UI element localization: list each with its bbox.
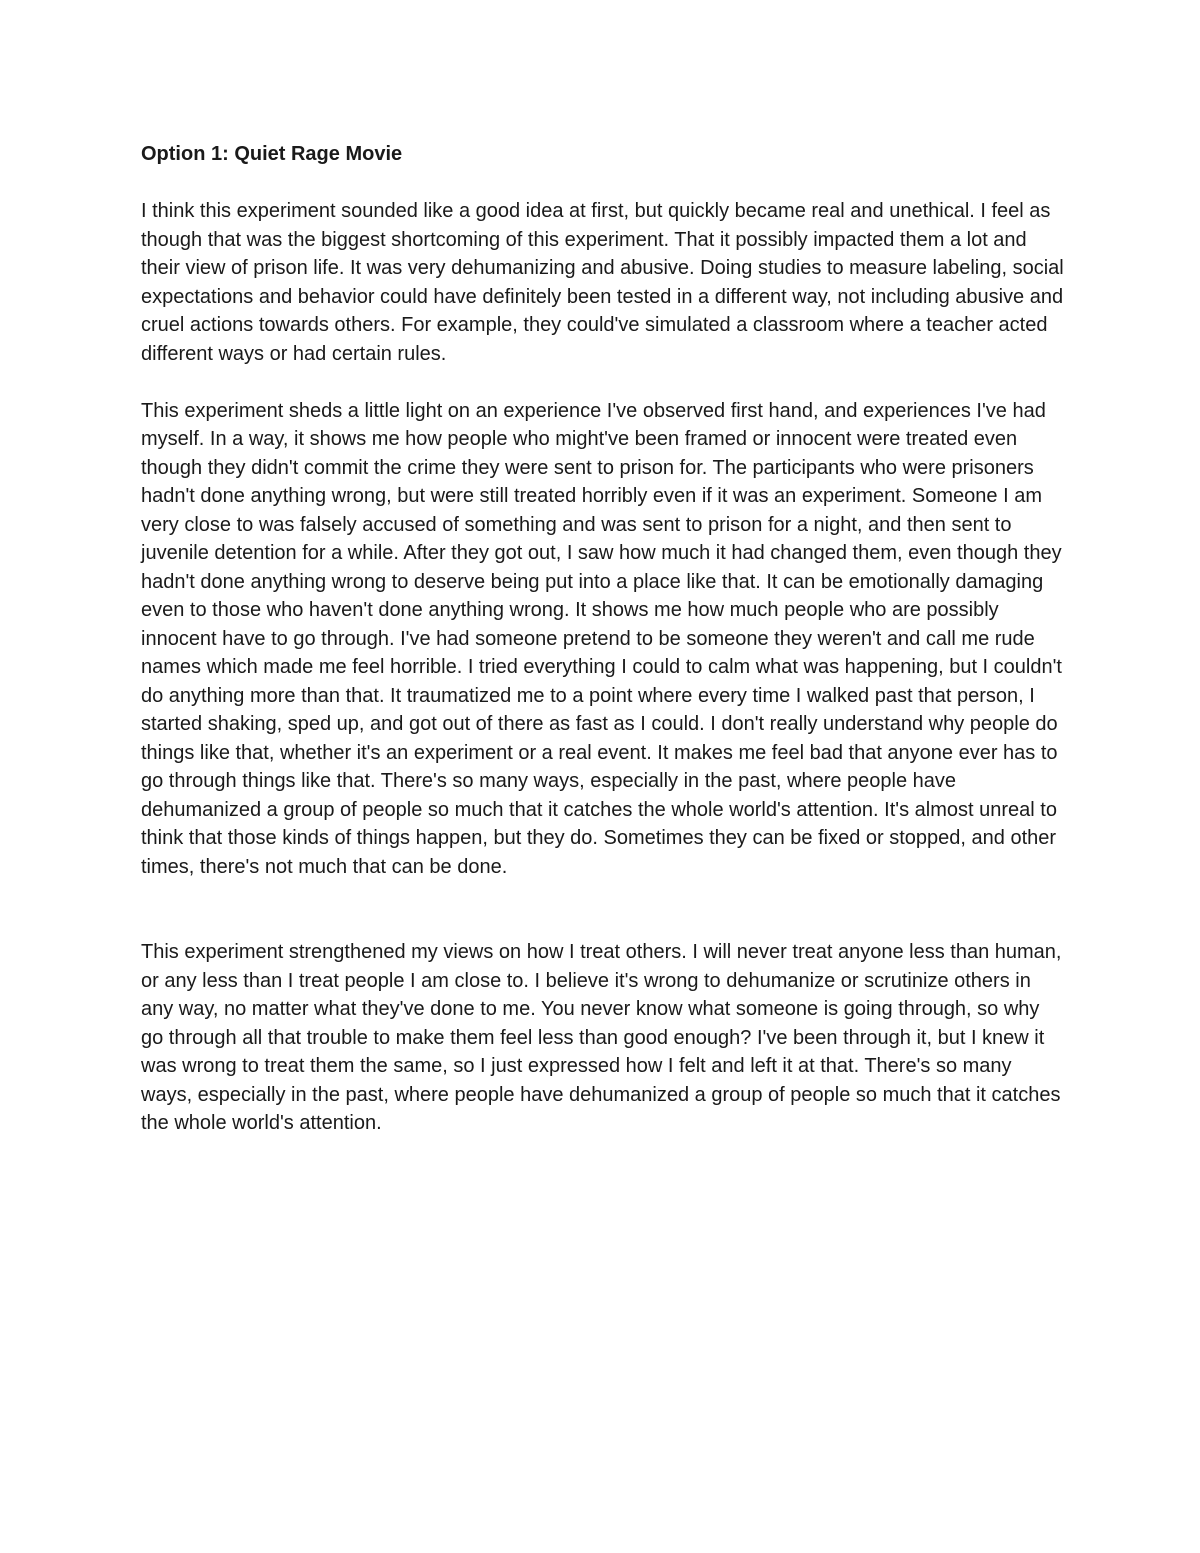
document-title: Option 1: Quiet Rage Movie (141, 143, 403, 165)
document-body (141, 140, 1066, 1166)
paragraph-3: This experiment strengthened my views on how I treat others. I will never treat anyone less than human, or any less than I treat people I am close to. I believe it's wrong to dehumanize or scrutinize others in any way, no matter what they've done to me. You never know what someone is going through, so why go through all that trouble to make them feel less than good enough? I've been through it, but I knew it was wrong to treat them the same, so I just expressed how I felt and left it at that. There's so many ways, especially in the past, where people have dehumanized a group of people so much that it catches the whole world's attention. (141, 941, 1062, 1134)
paragraph-2: This experiment sheds a little light on an experience I've observed first hand, and experiences I've had myself. In a way, it shows me how people who might've been framed or innocent were treated even though they didn't commit the crime they were sent to prison for. The participants who were prisoners hadn't done anything wrong, but were still treated horribly even if it was an experiment. Someone I am very close to was falsely accused of something and was sent to prison for a night, and then sent to juvenile detention for a while. After they got out, I saw how much it had changed them, even though they hadn't done anything wrong to deserve being put into a place like that. It can be emotionally damaging even to those who haven't done anything wrong. It shows me how much people who are possibly innocent have to go through. I've had someone pretend to be someone they weren't and call me rude names which made me feel horrible. I tried everything I could to calm what was happening, but I couldn't do anything more than that. It traumatized me to a point where every time I walked past that person, I started shaking, sped up, and got out of there as fast as I could. I don't really understand why people do things like that, whether it's an experiment or a real event. It makes me feel bad that anyone ever has to go through things like that. There's so many ways, especially in the past, where people have dehumanized a group of people so much that it catches the whole world's attention. It's almost unreal to think that those kinds of things happen, but they do. Sometimes they can be fixed or stopped, and other times, there's not much that can be done. (141, 399, 1062, 878)
paragraph-1: I think this experiment sounded like a good idea at first, but quickly became real and unethical. I feel as though that was the biggest shortcoming of this experiment. That it possibly impacted them a lot and their view of prison life. It was very dehumanizing and abusive. Doing studies to measure labeling, social expectations and behavior could have definitely been tested in a different way, not including abusive and cruel actions towards others. For example, they could've simulated a classroom where a teacher acted different ways or had certain rules. (141, 200, 1064, 365)
